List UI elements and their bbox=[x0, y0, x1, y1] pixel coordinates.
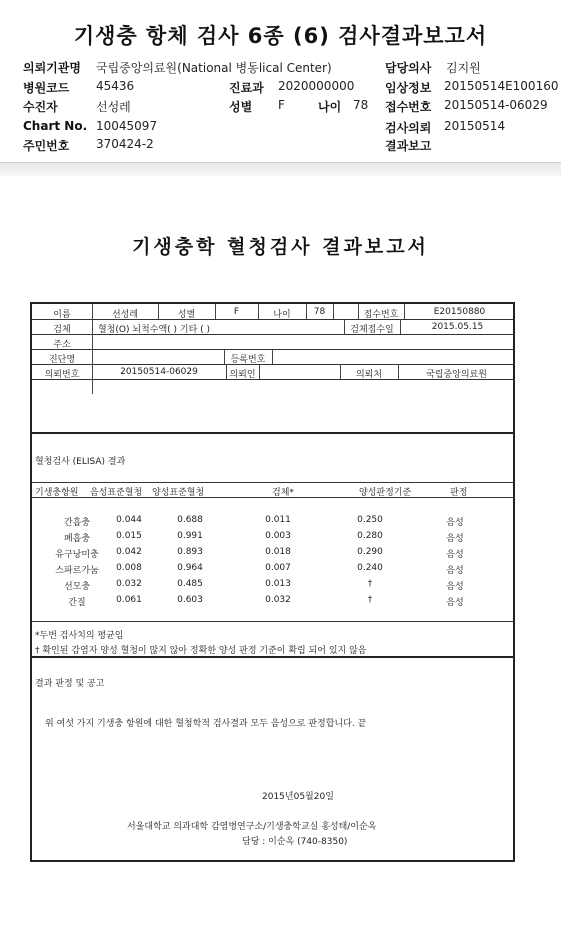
antigen-name: 선모충 bbox=[63, 582, 91, 592]
report-date: 2015년05월20일 bbox=[262, 792, 334, 802]
sex-label: 성별 bbox=[177, 310, 196, 320]
request-number-label: 의뢰번호 bbox=[44, 370, 80, 380]
name-label: 이름 bbox=[53, 310, 71, 320]
receipt-label: 접수번호 bbox=[363, 310, 399, 320]
receipt-number-value: 20150514-06029 bbox=[444, 98, 548, 112]
antigen-name: 스파르가눔 bbox=[55, 566, 99, 576]
hospital-code-value: 45436 bbox=[96, 79, 135, 93]
report-title: 기생충학 혈청검사 결과보고서 bbox=[132, 236, 429, 258]
result-row bbox=[32, 563, 513, 578]
antigen-name: 간질 bbox=[68, 598, 86, 608]
contact: 담당 : 이순옥 (740-8350) bbox=[242, 837, 348, 847]
report-header bbox=[0, 0, 561, 162]
result-value: 음성 bbox=[446, 582, 464, 592]
result-row bbox=[32, 579, 513, 594]
name-value: 선성레 bbox=[111, 310, 139, 320]
receipt-number-label: 접수번호 bbox=[385, 100, 432, 114]
positive-standard-value: 0.964 bbox=[177, 563, 203, 573]
age-label: 나이 bbox=[318, 100, 342, 114]
department-label: 진료과 bbox=[229, 81, 264, 95]
result-row bbox=[32, 595, 513, 610]
column-sample: 검체* bbox=[272, 488, 294, 498]
conclusion-text: 위 여섯 가지 기생충 항원에 대한 혈청학적 검사결과 모두 음성으로 판정합니다. 끝 bbox=[45, 719, 367, 729]
footnote-cutoff: † 확인된 감염자 양성 혈청이 많지 않아 정확한 양성 판정 기준이 확립 되어 있지 않음 bbox=[35, 646, 367, 656]
section-divider bbox=[0, 162, 561, 176]
report-form bbox=[30, 302, 515, 862]
registration-label: 등록번호 bbox=[230, 355, 266, 365]
column-result: 판정 bbox=[450, 488, 468, 498]
cutoff-value: † bbox=[367, 579, 373, 589]
patient-value: 선성레 bbox=[96, 100, 131, 114]
institution-label: 의뢰기관명 bbox=[23, 61, 81, 75]
clinical-info-value: 20150514E100160 bbox=[444, 79, 559, 93]
elisa-section-title: 혈청검사 (ELISA) 결과 bbox=[35, 457, 126, 467]
specimen-value: 혈청(O) 뇌척수액( ) 기타 ( ) bbox=[98, 325, 211, 335]
chart-number-label: Chart No. bbox=[23, 119, 88, 133]
result-value: 음성 bbox=[446, 518, 464, 528]
specimen-date-label: 검체접수일 bbox=[350, 325, 394, 335]
request-place-label: 의뢰처 bbox=[355, 370, 383, 380]
issuer: 서울대학교 의과대학 감염병연구소/기생충학교실 홍성태/이순옥 bbox=[127, 822, 377, 832]
document-title: 기생충 항체 검사 6종 (6) 검사결과보고서 bbox=[73, 24, 488, 48]
antigen-name: 폐흡충 bbox=[63, 534, 91, 544]
receipt-value: E20150880 bbox=[433, 307, 486, 317]
cutoff-value: † bbox=[367, 595, 373, 605]
positive-standard-value: 0.485 bbox=[177, 579, 203, 589]
column-negative-standard: 음성표준혈청 bbox=[90, 488, 143, 498]
positive-standard-value: 0.893 bbox=[177, 547, 203, 557]
department-value: 2020000000 bbox=[278, 79, 355, 93]
patient-label: 수진자 bbox=[23, 100, 58, 114]
result-value: 음성 bbox=[446, 534, 464, 544]
positive-standard-value: 0.991 bbox=[177, 531, 203, 541]
specimen-label: 검체 bbox=[53, 325, 71, 335]
negative-standard-value: 0.044 bbox=[116, 515, 142, 525]
request-place-value: 국립중앙의료원 bbox=[426, 370, 487, 380]
specimen-date-value: 2015.05.15 bbox=[431, 322, 484, 332]
conclusion-title: 결과 판정 및 공고 bbox=[35, 679, 105, 689]
negative-standard-value: 0.032 bbox=[116, 579, 142, 589]
sample-value: 0.018 bbox=[265, 547, 291, 557]
positive-standard-value: 0.603 bbox=[177, 595, 203, 605]
positive-standard-value: 0.688 bbox=[177, 515, 203, 525]
age-value: 78 bbox=[353, 98, 369, 112]
negative-standard-value: 0.015 bbox=[116, 531, 142, 541]
sample-value: 0.007 bbox=[265, 563, 291, 573]
negative-standard-value: 0.008 bbox=[116, 563, 142, 573]
request-date-value: 20150514 bbox=[444, 119, 506, 133]
age-label: 나이 bbox=[273, 310, 291, 320]
requester-label: 의뢰인 bbox=[229, 370, 256, 380]
resident-number-value: 370424-2 bbox=[96, 137, 154, 151]
result-row bbox=[32, 515, 513, 530]
institution-value: 국립중앙의료원(National 병동lical Center) bbox=[96, 61, 332, 75]
result-value: 음성 bbox=[446, 550, 464, 560]
result-row bbox=[32, 531, 513, 546]
sex-value: F bbox=[278, 98, 285, 112]
cutoff-value: 0.250 bbox=[357, 515, 383, 525]
result-report-label: 결과보고 bbox=[385, 139, 432, 153]
footnote-average: *두번 검사치의 평균임 bbox=[35, 631, 124, 641]
column-antigen: 기생충항원 bbox=[35, 488, 79, 498]
doctor-value: 김지원 bbox=[446, 61, 481, 75]
age-value: 78 bbox=[313, 307, 326, 317]
sample-value: 0.032 bbox=[265, 595, 291, 605]
cutoff-value: 0.280 bbox=[357, 531, 383, 541]
sex-value: F bbox=[233, 307, 240, 317]
doctor-label: 담당의사 bbox=[385, 61, 432, 75]
sample-value: 0.003 bbox=[265, 531, 291, 541]
sample-value: 0.011 bbox=[265, 515, 291, 525]
chart-number-value: 10045097 bbox=[96, 119, 158, 133]
negative-standard-value: 0.042 bbox=[116, 547, 142, 557]
resident-number-label: 주민번호 bbox=[23, 139, 70, 153]
diagnosis-label: 진단명 bbox=[48, 355, 76, 365]
sex-label: 성별 bbox=[229, 100, 253, 114]
address-label: 주소 bbox=[53, 340, 71, 350]
negative-standard-value: 0.061 bbox=[116, 595, 142, 605]
antigen-name: 유구낭미충 bbox=[55, 550, 99, 560]
clinical-info-label: 임상정보 bbox=[385, 81, 432, 95]
column-positive-standard: 양성표준혈청 bbox=[152, 488, 205, 498]
hospital-code-label: 병원코드 bbox=[23, 81, 70, 95]
cutoff-value: 0.240 bbox=[357, 563, 383, 573]
result-value: 음성 bbox=[446, 598, 464, 608]
request-number-value: 20150514-06029 bbox=[120, 367, 198, 377]
request-date-label: 검사의뢰 bbox=[385, 121, 432, 135]
result-value: 음성 bbox=[446, 566, 464, 576]
cutoff-value: 0.290 bbox=[357, 547, 383, 557]
sample-value: 0.013 bbox=[265, 579, 291, 589]
antigen-name: 간흡충 bbox=[63, 518, 91, 528]
column-cutoff: 양성판정기준 bbox=[359, 488, 412, 498]
result-row bbox=[32, 547, 513, 562]
